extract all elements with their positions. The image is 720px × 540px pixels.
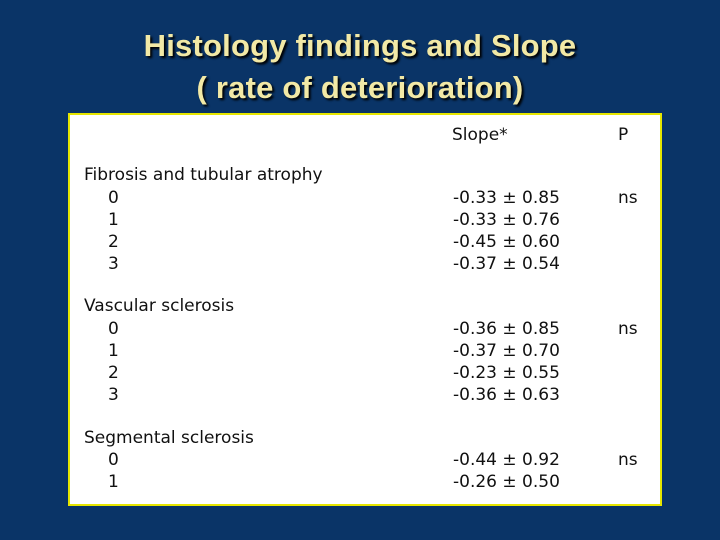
slope-value: -0.44 ± 0.92 [453, 450, 560, 470]
p-value: ns [618, 188, 638, 208]
slope-value: -0.33 ± 0.76 [453, 210, 560, 230]
slide-title-line-2: ( rate of deterioration) [196, 70, 524, 105]
grade-label: 2 [108, 232, 119, 252]
slope-value: -0.36 ± 0.63 [453, 385, 560, 405]
slope-value: -0.26 ± 0.50 [453, 472, 560, 492]
p-value: ns [618, 319, 638, 339]
slope-value: -0.37 ± 0.70 [453, 341, 560, 361]
group-title-fibrosis: Fibrosis and tubular atrophy [84, 165, 323, 185]
slope-value: -0.37 ± 0.54 [453, 254, 560, 274]
grade-label: 0 [108, 450, 119, 470]
header-p: P [618, 125, 629, 145]
p-value: ns [618, 450, 638, 470]
grade-label: 1 [108, 472, 119, 492]
slope-value: -0.36 ± 0.85 [453, 319, 560, 339]
grade-label: 3 [108, 254, 119, 274]
slope-value: -0.33 ± 0.85 [453, 188, 560, 208]
header-slope: Slope* [452, 125, 508, 145]
grade-label: 3 [108, 385, 119, 405]
grade-label: 0 [108, 319, 119, 339]
table-panel [68, 113, 662, 506]
group-title-vascular: Vascular sclerosis [84, 296, 235, 316]
slope-value: -0.45 ± 0.60 [453, 232, 560, 252]
slope-value: -0.23 ± 0.55 [453, 363, 560, 383]
grade-label: 1 [108, 341, 119, 361]
slide-title-line-1: Histology findings and Slope [143, 28, 577, 63]
grade-label: 2 [108, 363, 119, 383]
grade-label: 0 [108, 188, 119, 208]
group-title-segmental: Segmental sclerosis [84, 428, 254, 448]
grade-label: 1 [108, 210, 119, 230]
